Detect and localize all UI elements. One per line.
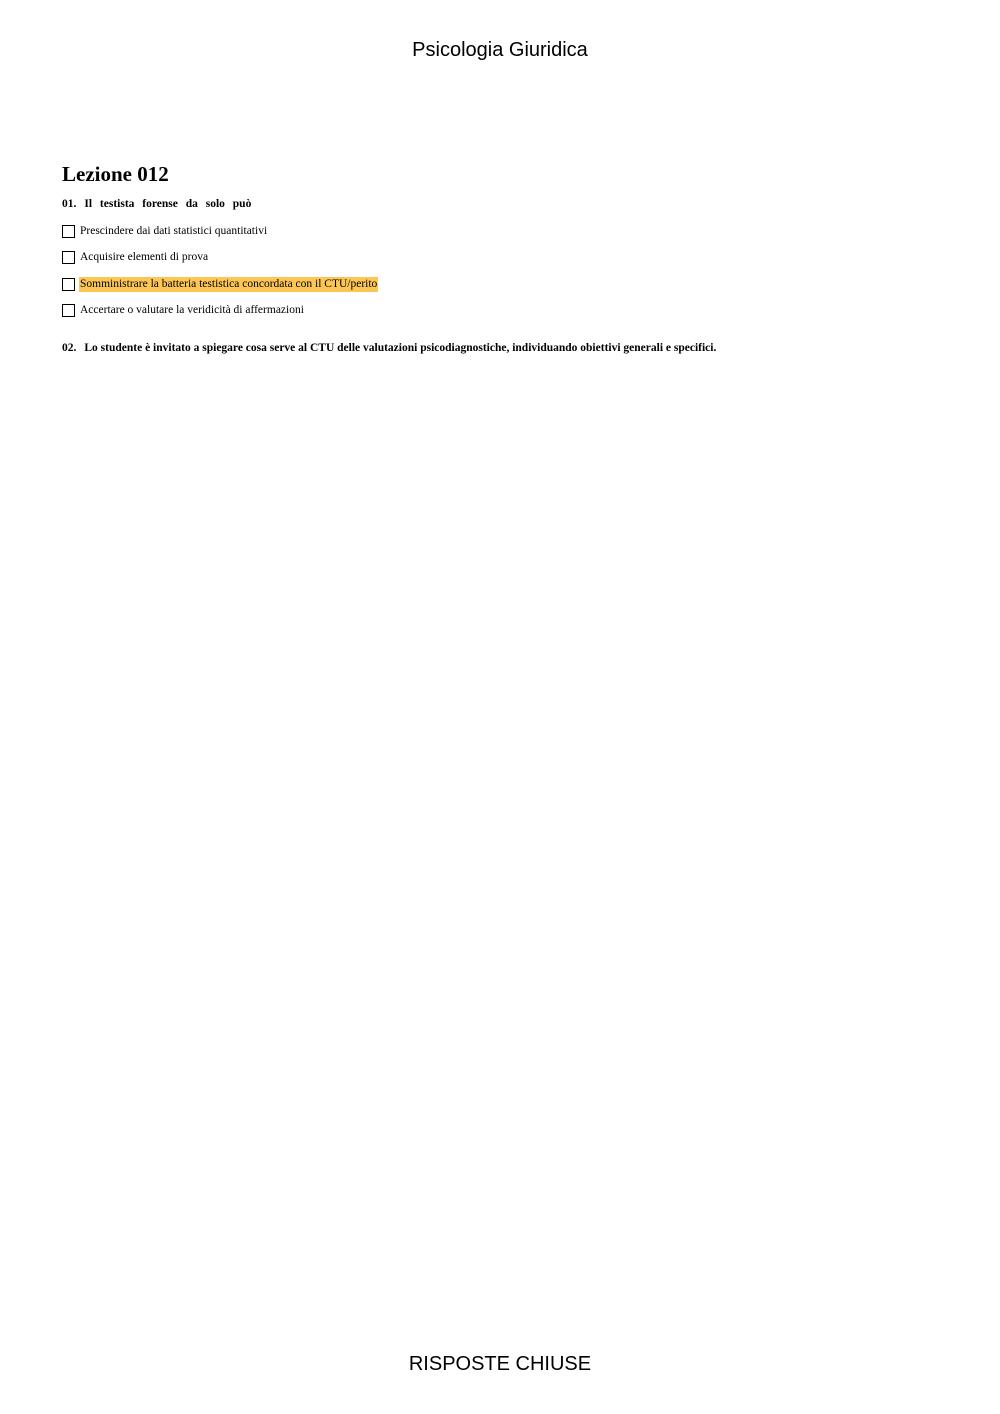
answer-option[interactable] xyxy=(62,218,942,245)
document-content xyxy=(62,160,942,356)
question-text: Il testista forense da solo può xyxy=(84,198,252,210)
answer-option[interactable] xyxy=(62,298,942,325)
answer-option-label: Acquisire elementi di prova xyxy=(80,251,209,264)
checkbox-icon[interactable] xyxy=(62,251,75,264)
question-1 xyxy=(62,196,942,212)
answer-options xyxy=(62,218,942,324)
question-number: 02. xyxy=(62,342,77,354)
checkbox-icon[interactable] xyxy=(62,225,75,238)
answer-option[interactable] xyxy=(62,245,942,272)
answer-option-label: Accertare o valutare la veridicità di affermazioni xyxy=(80,304,304,317)
checkbox-icon[interactable] xyxy=(62,304,75,317)
lesson-title: Lezione 012 xyxy=(62,162,169,186)
checkbox-icon[interactable] xyxy=(62,278,75,291)
answer-option-label: Prescindere dai dati statistici quantitativi xyxy=(80,224,268,237)
page-footer-label: RISPOSTE CHIUSE xyxy=(408,1353,592,1375)
page-header-title: Psicologia Giuridica xyxy=(412,39,588,61)
question-text: Lo studente è invitato a spiegare cosa serve al CTU delle valutazioni psicodiagnostiche, individuando obiettivi generali e specifici. xyxy=(84,342,717,354)
answer-option-label: Somministrare la batteria testistica concordata con il CTU/perito xyxy=(80,277,378,290)
question-2 xyxy=(62,340,942,356)
answer-option-highlighted[interactable] xyxy=(62,271,942,298)
question-number: 01. xyxy=(62,198,77,210)
